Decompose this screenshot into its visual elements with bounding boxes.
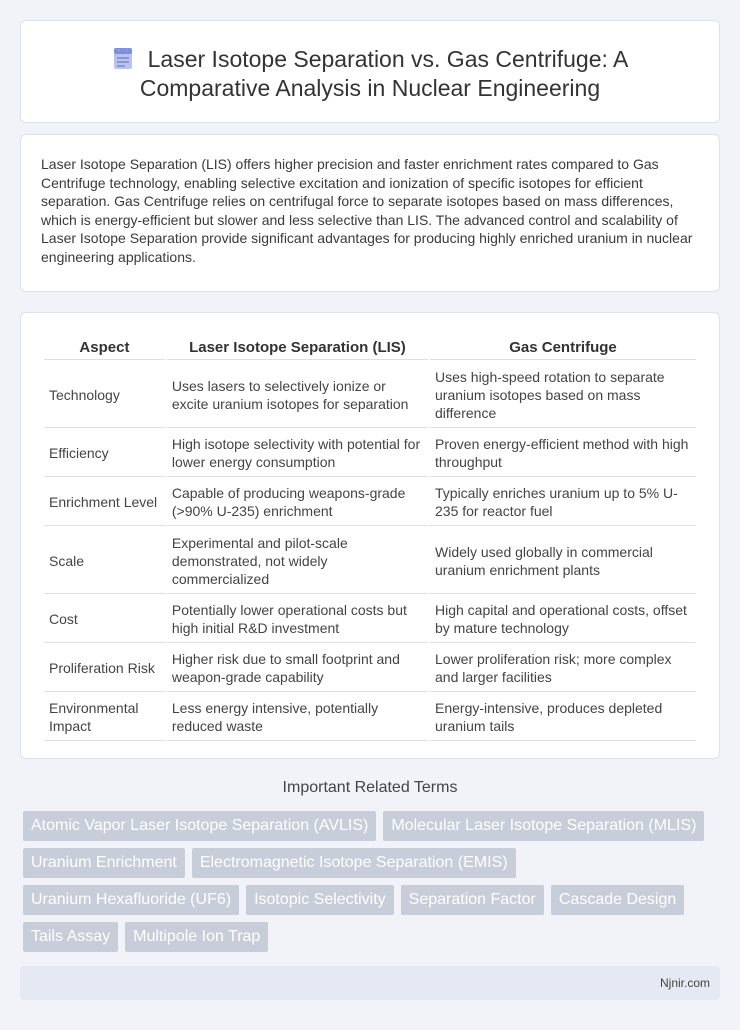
table-header-row — [44, 335, 696, 360]
intro-card — [20, 134, 720, 292]
term-tag-separation-factor[interactable]: Separation Factor — [401, 885, 544, 915]
centrifuge-cell: Uses high-speed rotation to separate uranium isotopes based on mass difference — [430, 362, 696, 428]
term-tag-tails-assay[interactable]: Tails Assay — [23, 922, 118, 952]
term-tag-isotopic-selectivity[interactable]: Isotopic Selectivity — [246, 885, 394, 915]
lis-cell: Higher risk due to small footprint and weapon-grade capability — [167, 645, 428, 692]
centrifuge-cell: Lower proliferation risk; more complex and larger facilities — [430, 645, 696, 692]
footer — [20, 966, 720, 1000]
aspect-cell: Efficiency — [44, 430, 165, 477]
table-row — [44, 430, 696, 477]
aspect-cell: Technology — [44, 362, 165, 428]
aspect-cell: Environmental Impact — [44, 694, 165, 741]
centrifuge-cell: Widely used globally in commercial uranium enrichment plants — [430, 528, 696, 594]
term-tag-avlis[interactable]: Atomic Vapor Laser Isotope Separation (AVLIS) — [23, 811, 376, 841]
term-tag-mlis[interactable]: Molecular Laser Isotope Separation (MLIS) — [383, 811, 704, 841]
title-text: Laser Isotope Separation vs. Gas Centrifuge: A Comparative Analysis in Nuclear Engineering — [139, 46, 629, 101]
comparison-table — [42, 333, 698, 743]
term-tag-uf6[interactable]: Uranium Hexafluoride (UF6) — [23, 885, 239, 915]
table-row — [44, 479, 696, 526]
lis-cell: Uses lasers to selectively ionize or excite uranium isotopes for separation — [167, 362, 428, 428]
lis-cell: Potentially lower operational costs but high initial R&D investment — [167, 596, 428, 643]
footer-site[interactable]: Njnir.com — [659, 976, 710, 990]
comparison-table-card — [20, 312, 720, 759]
centrifuge-cell: Typically enriches uranium up to 5% U-235 for reactor fuel — [430, 479, 696, 526]
centrifuge-cell: Energy-intensive, produces depleted uranium tails — [430, 694, 696, 741]
term-tag-uranium-enrichment[interactable]: Uranium Enrichment — [23, 848, 185, 878]
intro-paragraph: Laser Isotope Separation (LIS) offers higher precision and faster enrichment rates compared to Gas Centrifuge technology, enabling selective excitation and ionization of specific isotopes for efficient separation. Gas Centrifuge relies on centrifugal force to separate isotopes based on mass differences, which is energy-efficient but slower and less selective than LIS. The advanced control and scalability of Laser Isotope Separation provide significant advantages for producing highly enriched uranium in nuclear engineering applications. — [41, 156, 693, 265]
related-terms-list — [23, 811, 713, 952]
lis-cell: Less energy intensive, potentially reduced waste — [167, 694, 428, 741]
page-title — [21, 45, 719, 103]
document-icon — [112, 46, 134, 70]
header-lis: Laser Isotope Separation (LIS) — [167, 335, 428, 360]
related-terms-heading: Important Related Terms — [282, 779, 458, 796]
table-row — [44, 528, 696, 594]
title-card — [20, 20, 720, 123]
aspect-cell: Scale — [44, 528, 165, 594]
centrifuge-cell: Proven energy-efficient method with high throughput — [430, 430, 696, 477]
centrifuge-cell: High capital and operational costs, offset by mature technology — [430, 596, 696, 643]
term-tag-emis[interactable]: Electromagnetic Isotope Separation (EMIS) — [192, 848, 516, 878]
table-row — [44, 362, 696, 428]
table-row — [44, 694, 696, 741]
aspect-cell: Enrichment Level — [44, 479, 165, 526]
lis-cell: Capable of producing weapons-grade (>90% U-235) enrichment — [167, 479, 428, 526]
header-aspect: Aspect — [44, 335, 165, 360]
header-gas-centrifuge: Gas Centrifuge — [430, 335, 696, 360]
term-tag-multipole-ion-trap[interactable]: Multipole Ion Trap — [125, 922, 268, 952]
table-row — [44, 596, 696, 643]
term-tag-cascade-design[interactable]: Cascade Design — [551, 885, 684, 915]
table-row — [44, 645, 696, 692]
lis-cell: High isotope selectivity with potential for lower energy consumption — [167, 430, 428, 477]
aspect-cell: Cost — [44, 596, 165, 643]
aspect-cell: Proliferation Risk — [44, 645, 165, 692]
lis-cell: Experimental and pilot-scale demonstrated, not widely commercialized — [167, 528, 428, 594]
